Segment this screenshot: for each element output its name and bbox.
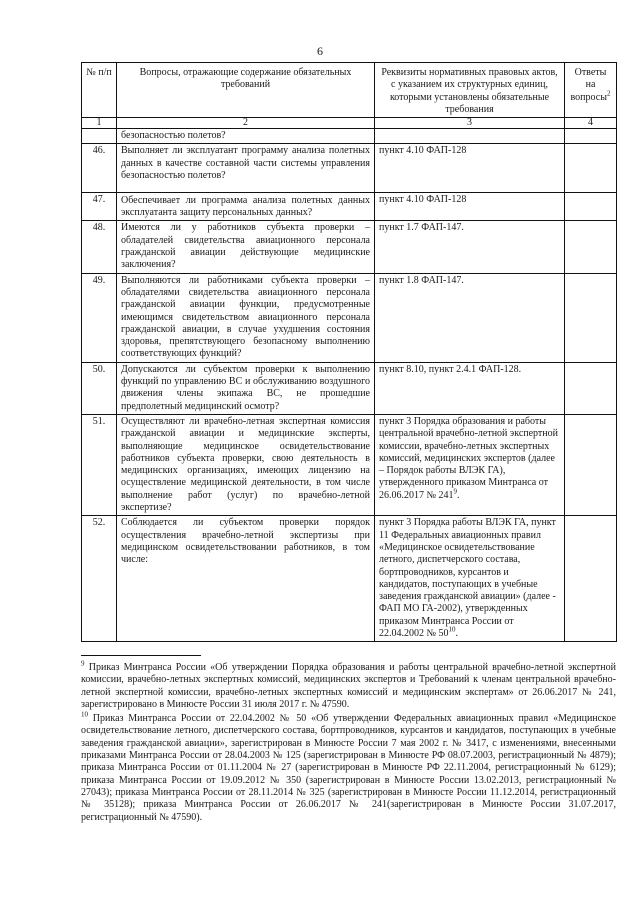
header-answers-text: Ответы на вопросы: [570, 67, 607, 103]
table-row-continued: [82, 129, 617, 144]
header-question: Вопросы, отражающие содержание обязательных требований: [117, 63, 375, 118]
row-requisite: пункт 1.7 ФАП-147.: [375, 221, 565, 273]
row-question: Выполняет ли эксплуатант программу анализа полетных данных в качестве составной части системы управления безопасностью полетов?: [117, 144, 375, 193]
header-answers: [565, 63, 617, 118]
row-question: Имеются ли у работников субъекта проверки – обладателей свидетельства авиационного персонала гражданской авиации действующие медицинские заключения?: [117, 221, 375, 273]
requisite-end: .: [457, 489, 460, 501]
row-num: 48.: [82, 221, 117, 273]
table-row: [82, 144, 617, 193]
row-num: [82, 129, 117, 144]
row-question: Допускаются ли субъектом проверки к выполнению функций по управлению ВС и обслуживанию воздушного движения члены экипажа ВС, не прошедшие предполетный медицинский осмотр?: [117, 362, 375, 414]
footnotes: [81, 659, 616, 826]
row-requisite: пункт 8.10, пункт 2.4.1 ФАП-128.: [375, 362, 565, 414]
row-question: безопасностью полетов?: [117, 129, 375, 144]
row-requisite: пункт 4.10 ФАП-128: [375, 193, 565, 221]
requisite-text: пункт 3 Порядка образования и работы центральной врачебно-летной экспертной комиссии, врачебно-летных экспертных комиссий, медицинских экспертов (далее – Порядок работы ВЛЭК ГА), утвержденного приказом Минтранса от 26.06.2017 № 241: [379, 415, 558, 501]
row-answer: [565, 362, 617, 414]
table-row: [82, 221, 617, 273]
footnote-mark: 9: [81, 659, 85, 668]
footnote-text: Приказ Минтранса России от 22.04.2002 № 50 «Об утверждении Федеральных авиационных правил «Медицинское освидетельствование летного, диспетчерского состава, бортпроводников, курсантов и кандидатов, поступающих в учебные заведения гражданской авиации», зарегистрирован в Минюсте России 7 мая 2002 г. № 3417, с изменениями, внесенными приказами Минтранса России от 28.04.2003 № 125 (зарегистрирован в Минюсте РФ 08.07.2003, регистрационный № 4879); приказа Минтранса России от 01.11.2004 № 27 (зарегистрирован в Минюсте РФ 22.11.2004, регистрационный № 6129); приказа Минтранса России от 19.09.2012 № 350 (зарегистрирован в Минюсте России 13.02.2013, регистрационный № 27043); приказа Минтранса России от 28.11.2014 № 325 (зарегистрирован в Минюсте России 11.12.2014, регистрационный № 35128); приказа Минтранса России от 26.06.2017 № 241(зарегистрирован в Минюсте России 31.07.2017, регистрационный № 47590).: [81, 713, 616, 823]
row-answer: [565, 273, 617, 362]
requisite-text: пункт 3 Порядка работы ВЛЭК ГА, пункт 11 Федеральных авиационных правил «Медицинское освидетельствование летного, диспетчерского состава, бортпроводников, курсантов и кандидатов, поступающих в учебные заведения гражданской авиации» (далее - ФАП МО ГА-2002), утвержденных приказом Минтранса России от 22.04.2002 № 50: [379, 517, 556, 639]
row-num: 52.: [82, 516, 117, 642]
footnote: [81, 710, 616, 824]
requisite-end: .: [455, 627, 459, 639]
column-number: 4: [565, 118, 617, 129]
requirements-table: [81, 62, 617, 642]
column-number: 2: [117, 118, 375, 129]
table-row: [82, 362, 617, 414]
row-answer: [565, 414, 617, 515]
row-num: 50.: [82, 362, 117, 414]
row-answer: [565, 221, 617, 273]
row-num: 51.: [82, 414, 117, 515]
row-num: 47.: [82, 193, 117, 221]
row-question: Обеспечивает ли программа анализа полетных данных эксплуатанта защиту персональных данных?: [117, 193, 375, 221]
row-requisite: пункт 1.8 ФАП-147.: [375, 273, 565, 362]
header-requisites: Реквизиты нормативных правовых актов, с указанием их структурных единиц, которыми установлены обязательные требования: [375, 63, 565, 118]
table-row: [82, 414, 617, 515]
footnote-mark: 10: [81, 710, 88, 719]
header-num: № п/п: [82, 63, 117, 118]
row-num: 49.: [82, 273, 117, 362]
table-row: [82, 516, 617, 642]
footnote: [81, 659, 616, 711]
table-row: [82, 193, 617, 221]
row-num: 46.: [82, 144, 117, 193]
footnote-mark: 10: [448, 625, 456, 634]
table-row: [82, 273, 617, 362]
column-number: 3: [375, 118, 565, 129]
row-question: Соблюдается ли субъектом проверки порядок осуществления врачебно-летной экспертизы при медицинском освидетельствовании работников, в том числе:: [117, 516, 375, 642]
row-answer: [565, 193, 617, 221]
column-number-row: [82, 118, 617, 129]
table-header-row: [82, 63, 617, 118]
row-requisite: [375, 129, 565, 144]
row-answer: [565, 129, 617, 144]
row-question: Осуществляют ли врачебно-летная экспертная комиссия гражданской авиации и медицинские эксперты, выполняющие медицинское освидетельствование работников субъекта проверки, свою деятельность в медицинских организациях, имеющих лицензию на осуществление медицинской деятельности, в том числе выполнение работ (услуг) по врачебно-летной экспертизе?: [117, 414, 375, 515]
row-answer: [565, 144, 617, 193]
footnote-separator: [81, 655, 201, 656]
row-requisite: [375, 414, 565, 515]
footnote-mark: 9: [453, 487, 458, 496]
page-number: 6: [317, 44, 323, 58]
row-requisite: пункт 4.10 ФАП-128: [375, 144, 565, 193]
footnote-text: Приказ Минтранса России «Об утверждении Порядка образования и работы центральной врачебно-летной экспертной комиссии, врачебно-летных экспертных комиссий, медицинских экспертов и Требований к членам центральной врачебно-летной экспертной комиссии, врачебно-летных экспертных комиссий и медицинским экспертам» от 26.06.2017 № 241, зарегистрировано в Минюсте России 31 июля 2017 г. № 47590.: [81, 662, 616, 710]
row-answer: [565, 516, 617, 642]
header-answers-footnote-mark: 2: [606, 89, 611, 98]
row-requisite: [375, 516, 565, 642]
row-question: Выполняются ли работниками субъекта проверки – обладателями свидетельства авиационного персонала гражданской авиации функции, предусмотренные имеющимся свидетельством авиационного персонала гражданской авиации, в случае ухудшения состояния здоровья, препятствующего безопасному выполнению соответствующих функций?: [117, 273, 375, 362]
column-number: 1: [82, 118, 117, 129]
